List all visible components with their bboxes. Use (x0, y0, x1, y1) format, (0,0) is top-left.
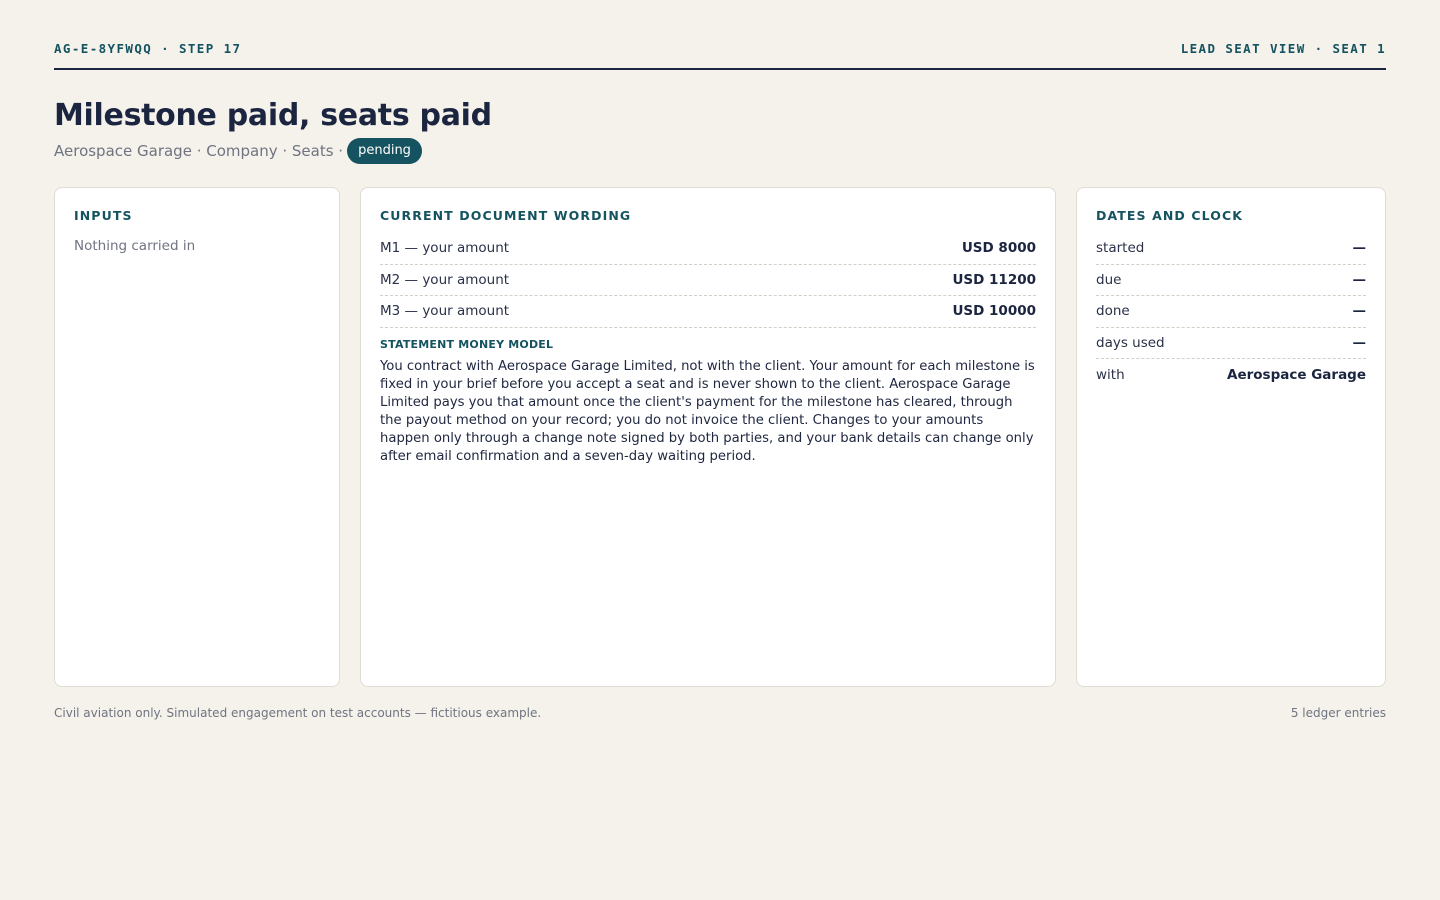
date-label: with (1096, 366, 1125, 383)
document-heading: CURRENT DOCUMENT WORDING (380, 208, 632, 223)
date-row-done (1096, 296, 1366, 328)
date-label: days used (1096, 334, 1165, 351)
status-badge: pending (347, 138, 422, 164)
seat-view-label: LEAD SEAT VIEW · SEAT 1 (1180, 41, 1386, 56)
amount-value: USD 8000 (961, 240, 1036, 257)
dates-card (1076, 187, 1386, 687)
amount-row-m1 (380, 233, 1036, 265)
top-bar (54, 0, 1386, 70)
inputs-card (54, 187, 340, 687)
footer-disclaimer: Civil aviation only. Simulated engagement on test accounts — fictitious example. (54, 706, 542, 720)
date-row-days-used (1096, 328, 1366, 360)
date-row-with (1096, 359, 1366, 391)
engagement-step-label: AG-E-8YFWQQ · STEP 17 (54, 41, 242, 56)
amount-value: USD 11200 (952, 271, 1036, 288)
date-label: started (1096, 240, 1145, 257)
date-value: Aerospace Garage (1227, 366, 1366, 383)
amount-label: M3 — your amount (380, 303, 510, 320)
document-card (360, 187, 1056, 687)
page-title: Milestone paid, seats paid (54, 98, 492, 133)
date-value: — (1352, 240, 1366, 257)
amount-value: USD 10000 (952, 303, 1036, 320)
amount-row-m3 (380, 296, 1036, 328)
amount-row-m2 (380, 265, 1036, 297)
page (54, 0, 1386, 720)
content-columns (54, 187, 1386, 687)
dates-heading: DATES AND CLOCK (1096, 208, 1244, 223)
date-value: — (1352, 271, 1366, 288)
statement-heading: STATEMENT MONEY MODEL (380, 337, 554, 351)
date-label: due (1096, 271, 1122, 288)
breadcrumb (54, 138, 1386, 164)
date-row-started (1096, 233, 1366, 265)
date-value: — (1352, 303, 1366, 320)
ledger-count: 5 ledger entries (1290, 706, 1386, 720)
breadcrumb-text: Aerospace Garage · Company · Seats · (54, 142, 344, 160)
statement-text: You contract with Aerospace Garage Limited, not with the client. Your amount for each milestone is fixed in your brief before you accept a seat and is never shown to the client. Aerospace Garage Limited pays you that amount once the client's payment for the milestone has cleared, through the payout method on your record; you do not invoice the client. Changes to your amounts happen only through a change note signed by both parties, and your bank details can change only after email confirmation and a seven-day waiting period. (380, 358, 1035, 464)
footer (54, 706, 1386, 720)
amount-label: M2 — your amount (380, 271, 510, 288)
amount-label: M1 — your amount (380, 240, 510, 257)
date-label: done (1096, 303, 1130, 320)
inputs-empty-text: Nothing carried in (74, 238, 196, 254)
inputs-heading: INPUTS (74, 208, 133, 223)
date-value: — (1352, 334, 1366, 351)
date-row-due (1096, 265, 1366, 297)
